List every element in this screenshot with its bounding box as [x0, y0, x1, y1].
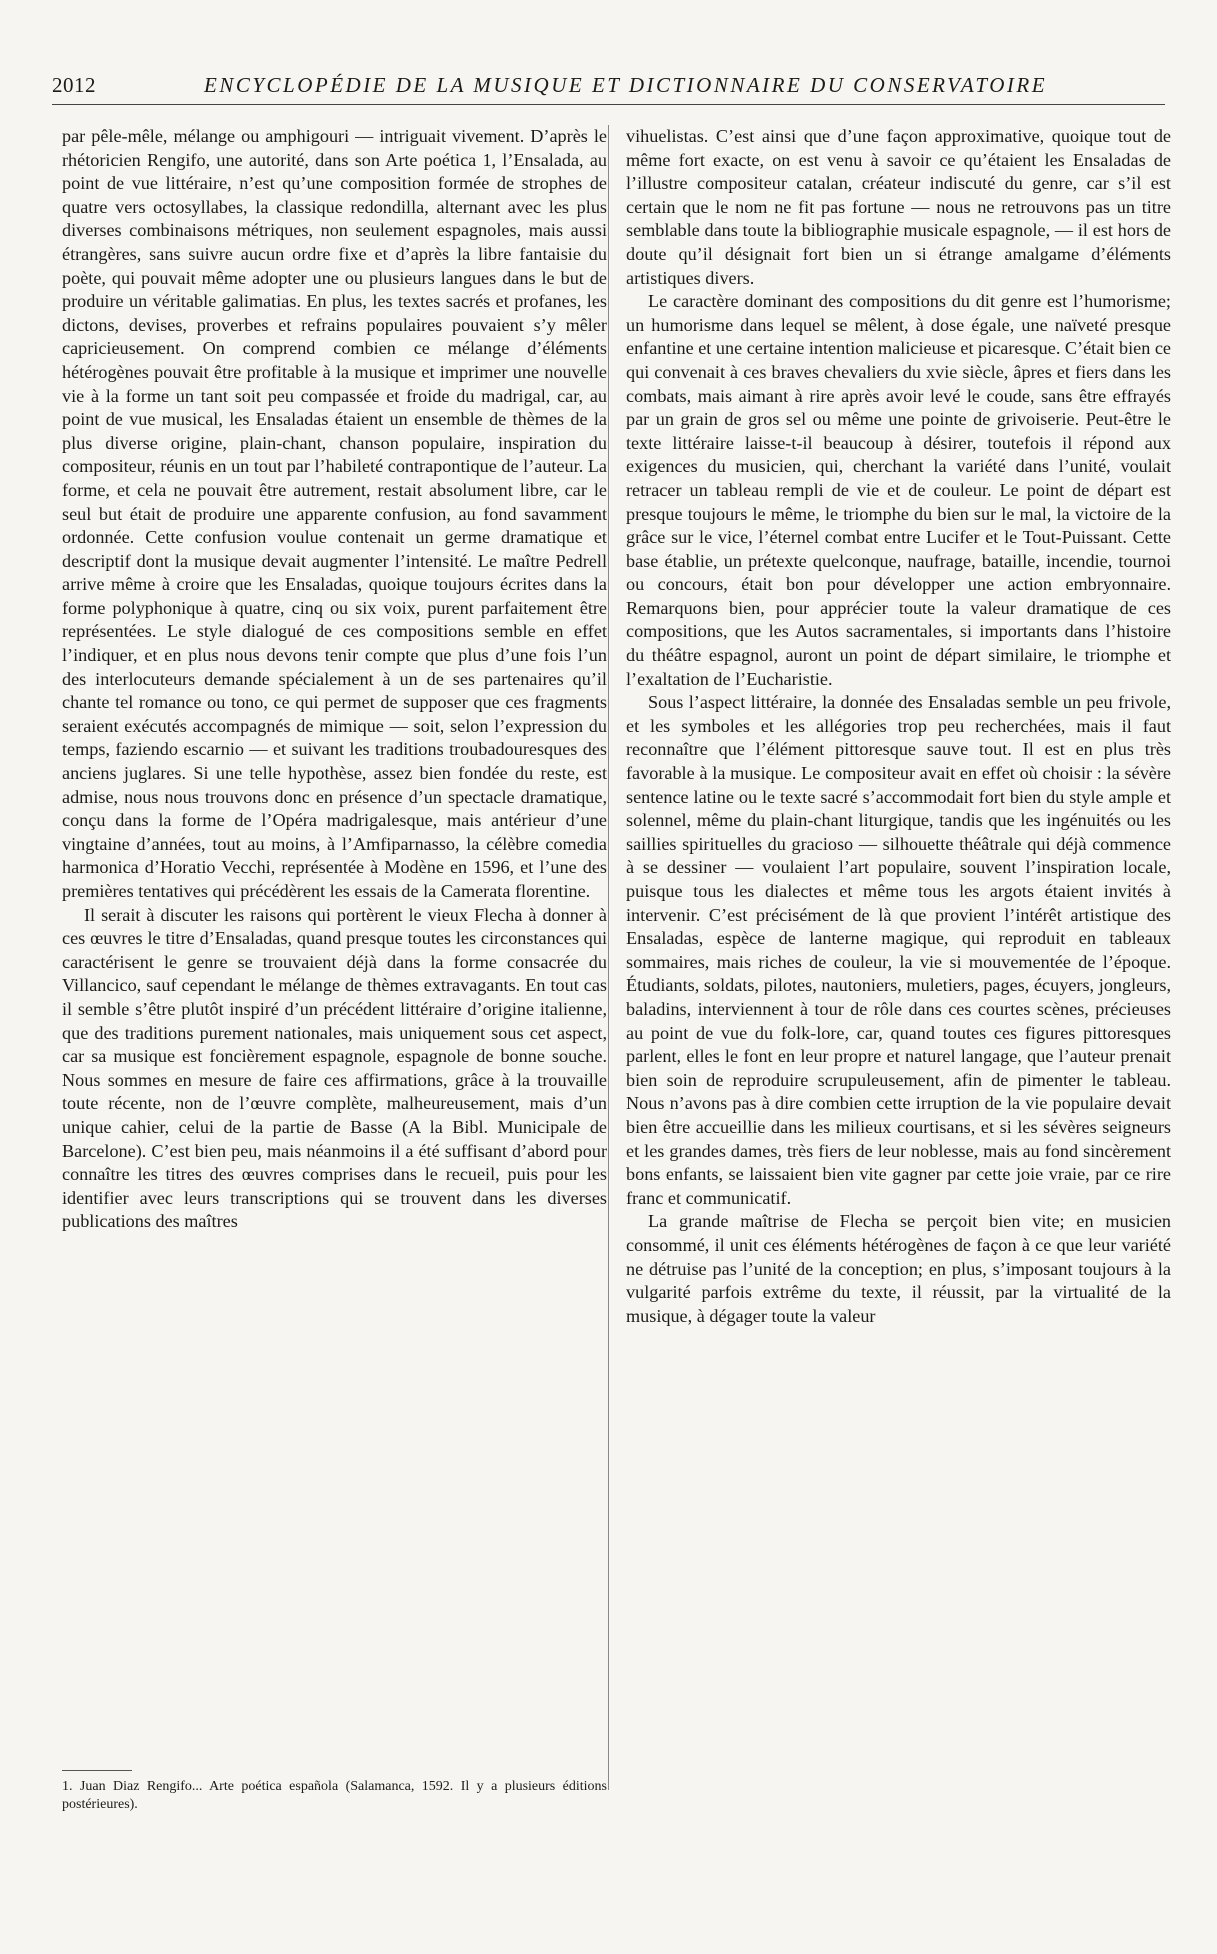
paragraph: La grande maîtrise de Flecha se perçoit bien vite; en musicien consommé, il unit ces éléments hétérogènes de façon à ce que leur variété ne détruise pas l’unité de la conception; en plus, s’imposant toujours à la vulgarité parfois extrême du texte, il réussit, par la virtualité de la musique, à dégager toute la valeur: [626, 1211, 1171, 1326]
paragraph: vihuelistas. C’est ainsi que d’une façon approximative, quoique tout de même fort exacte, on est venu à savoir ce qu’étaient les Ensaladas de l’illustre compositeur catalan, créateur indiscuté du genre, car s’il est certain que le nom ne fit pas fortune — nous ne retrouvons pas un titre semblable dans toute la bibliographie musicale espagnole, — il est hors de doute qu’il désignait fort bien un si étrange amalgame d’éléments artistiques divers.: [626, 126, 1171, 288]
page-number: 2012: [52, 73, 96, 97]
column-divider: [608, 125, 609, 1790]
paragraph: par pêle-mêle, mélange ou amphigouri — intriguait vivement. D’après le rhétoricien Rengifo, une autorité, dans son Arte poética 1, l’Ensalada, au point de vue littéraire, n’est qu’une composition formée de strophes de quatre vers octosyllabes, la classique redondilla, alternant avec les plus diverses combinaisons métriques, non seulement espagnoles, mais aussi étrangères, sans suivre aucun ordre fixe et d’après la libre fantaisie du poète, qui pouvait même adopter une ou plusieurs langues dans le but de produire un véritable galimatias. En plus, les textes sacrés et profanes, les dictons, devises, proverbes et refrains populaires pouvaient s’y mêler capricieusement. On comprend combien ce mélange d’éléments hétérogènes pouvait être profitable à la musique et imprimer une nouvelle vie à la forme un tant soit peu compassée et froide du madrigal, car, au point de vue musical, les Ensaladas étaient un ensemble de thèmes de la plus diverse origine, plain-chant, chanson populaire, inspiration du compositeur, réunis en un tout par l’habileté contrapontique de l’auteur. La forme, et cela ne pouvait être autrement, restait absolument libre, car le seul but était de produire une apparente confusion, au fond savamment ordonnée. Cette confusion voulue contenait un germe dramatique et descriptif dont la musique devait augmenter l’intensité. Le maître Pedrell arrive même à croire que les Ensaladas, quoique toujours écrites dans la forme polyphonique à quatre, cinq ou six voix, purent parfaitement être représentées. Le style dialogué de ces compositions semble en effet l’indiquer, et en plus nous devons tenir compte que plus d’une fois l’un des interlocuteurs demande spécialement à un de ses partenaires qu’il chante tel romance ou tono, ce qui permet de supposer que ces fragments seraient exécutés accompagnés de mimique — soit, selon l’expression du temps, faziendo escarnio — et suivant les traditions troubadouresques des anciens juglares. Si une telle hypothèse, assez bien fondée du reste, est admise, nous nous trouvons donc en présence d’un spectacle dramatique, conçu dans la forme de l’Opéra madrigalesque, mais antérieur d’une vingtaine d’années, tout au moins, à l’Amfiparnasso, la célèbre comedia harmonica d’Horatio Vecchi, représentée à Modène en 1596, et l’une des premières tentatives qui précédèrent les essais de la Camerata florentine.: [62, 126, 607, 901]
running-header: [52, 70, 1165, 105]
right-column: [626, 125, 1171, 1328]
running-title: ENCYCLOPÉDIE DE LA MUSIQUE ET DICTIONNAIRE DU CONSERVATOIRE: [204, 73, 1048, 97]
paragraph: Sous l’aspect littéraire, la donnée des Ensaladas semble un peu frivole, et les symboles et les allégories trop peu recherchées, mais il faut reconnaître que l’élément pittoresque sauve tout. Il est en plus très favorable à la musique. Le compositeur avait en effet où choisir : la sévère sentence latine ou le texte sacré s’accommodait fort bien du style ample et solennel, même du plain-chant liturgique, tandis que les ingénuités ou les saillies spirituelles du gracioso — silhouette théâtrale qui déjà commence à se dessiner — voulaient l’art populaire, souvent l’inspiration locale, puisque tous les dialectes et même tous les argots étaient invités à intervenir. C’est précisément de là que provient l’intérêt artistique des Ensaladas, espèce de lanterne magique, qui reproduit en tableaux sommaires, mais riches de couleur, la vie si mouvementée de l’époque. Étudiants, soldats, pilotes, nautoniers, muletiers, pages, écuyers, jongleurs, baladins, interviennent à tour de rôle dans ces courtes scènes, précieuses au point de vue du folk-lore, car, quand toutes ces figures pittoresques parlent, elles le font en leur propre et naturel langage, que l’auteur prenait bien soin de reproduire scrupuleusement, afin de pimenter le tableau. Nous n’avons pas à dire combien cette irruption de la vie populaire devait bien être accueillie dans les milieux courtisans, et si les sévères seigneurs et les grandes dames, très fiers de leur noblesse, mais au fond sincèrement bons enfants, se laissaient bien vite gagner par cette joie vraie, par ce rire franc et communicatif.: [626, 692, 1171, 1208]
paragraph: Le caractère dominant des compositions du dit genre est l’humorisme; un humorisme dans lequel se mêlent, à dose égale, une naïveté presque enfantine et une certaine intention malicieuse et picaresque. C’était bien ce qui convenait à ces braves chevaliers du xvie siècle, âpres et fiers dans les combats, mais aimant à rire après avoir levé le coude, sans être effrayés par un grain de gros sel ou même une pointe de grivoiserie. Peut-être le texte littéraire laisse-t-il beaucoup à désirer, toutefois il répond aux exigences du musicien, qui, cherchant la variété dans l’unité, voulait retracer un tableau rempli de vie et de couleur. Le point de départ est presque toujours le même, le triomphe du bien sur le mal, la victoire de la grâce sur le vice, l’éternel combat entre Lucifer et le Tout-Puissant. Cette base établie, un prétexte quelconque, naufrage, bataille, incendie, tournoi ou concours, était bon pour développer une action embryonnaire. Remarquons bien, pour apprécier toute la valeur dramatique de ces compositions, que les Autos sacramentales, si importants dans l’histoire du théâtre espagnol, auront un point de départ similaire, le triomphe et l’exaltation de l’Eucharistie.: [626, 291, 1171, 689]
footnote: 1. Juan Diaz Rengifo... Arte poética española (Salamanca, 1592. Il y a plusieurs éditions postérieures).: [62, 1779, 607, 1812]
left-column: [62, 125, 607, 1234]
paragraph: Il serait à discuter les raisons qui portèrent le vieux Flecha à donner à ces œuvres le titre d’Ensaladas, quand presque toutes les circonstances qui caractérisent le genre se trouvaient déjà dans la forme consacrée du Villancico, sauf cependant le mélange de thèmes extravagants. En tout cas il semble s’être plutôt inspiré d’un précédent littéraire d’origine italienne, que des traditions purement nationales, mais uniquement sous cet aspect, car sa musique est foncièrement espagnole, espagnole de bonne souche. Nous sommes en mesure de faire ces affirmations, grâce à la trouvaille toute récente, non de l’œuvre complète, malheureusement, mais d’un unique cahier, celui de la partie de Basse (A la Bibl. Municipale de Barcelone). C’est bien peu, mais néanmoins il a été suffisant d’abord pour connaître les titres des œuvres comprises dans le recueil, puis pour les identifier avec leurs transcriptions qui se trouvent dans les diverses publications des maîtres: [62, 904, 607, 1232]
footnote-rule: [62, 1770, 132, 1771]
